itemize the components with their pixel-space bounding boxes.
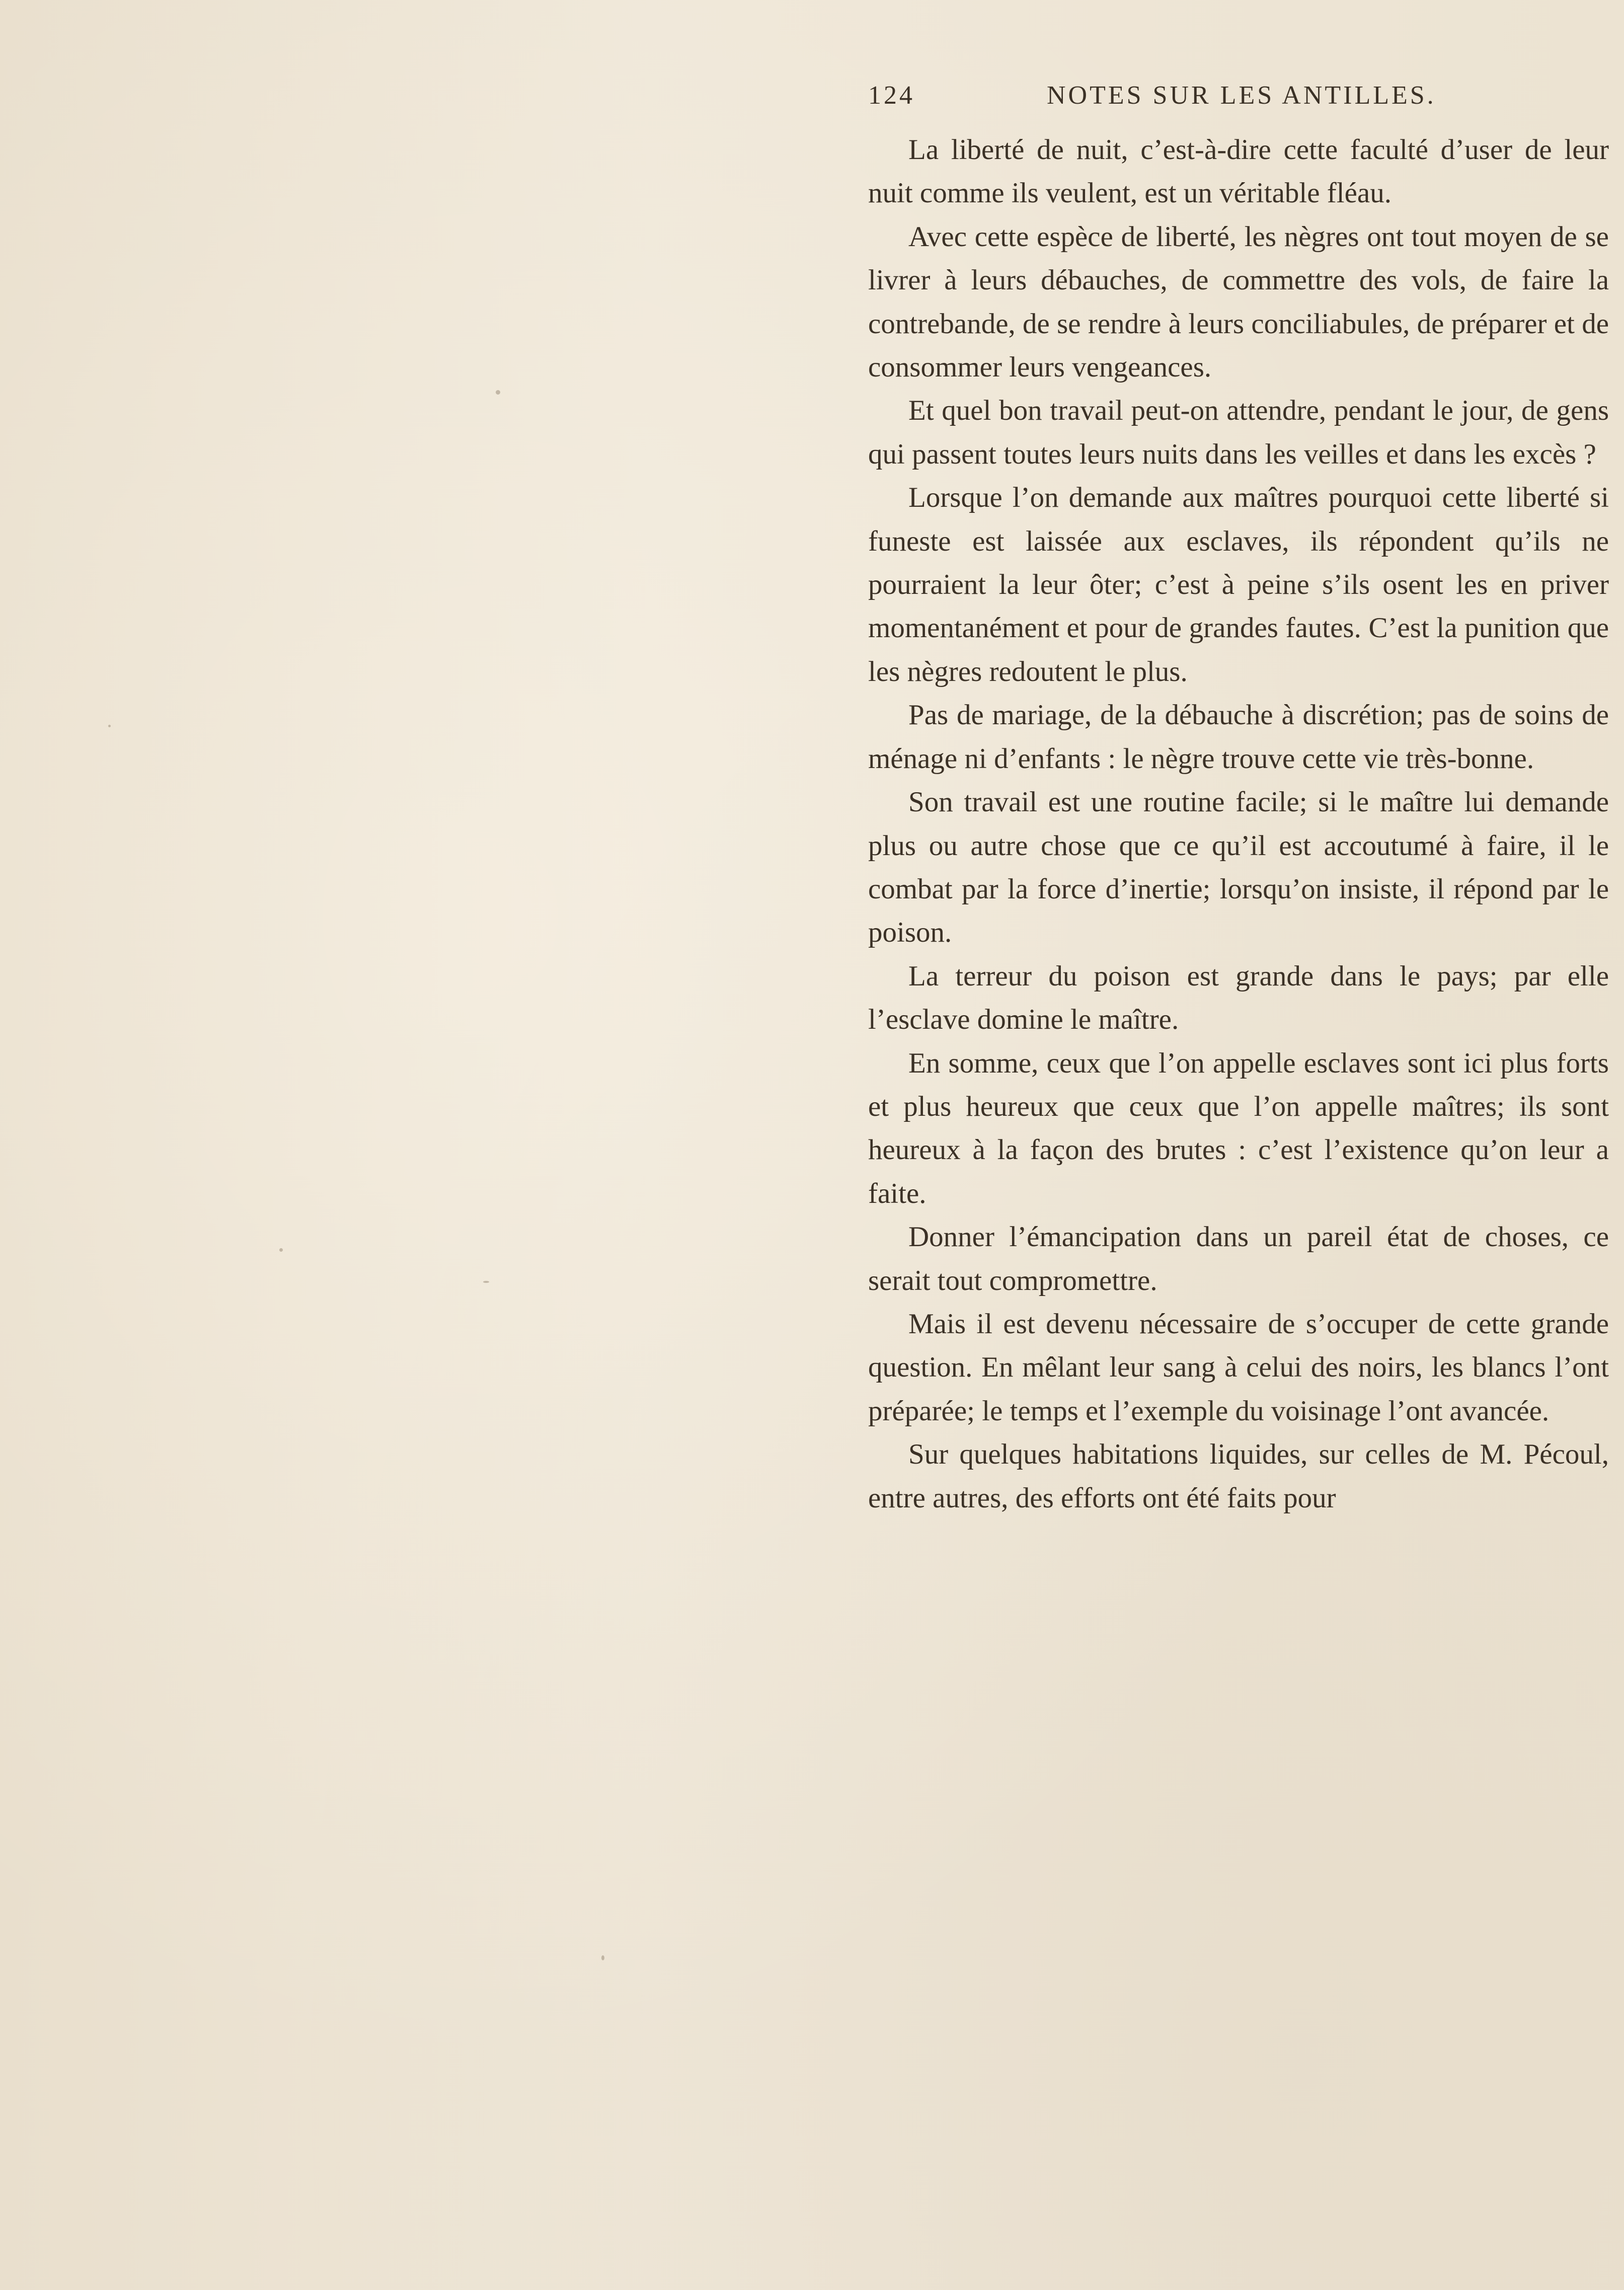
paragraph: La terreur du poison est grande dans le pays; par elle l’esclave domine le maître. [868, 960, 1609, 1036]
paper-speck [483, 1281, 489, 1283]
paragraph: La liberté de nuit, c’est-à-dire cette faculté d’user de leur nuit comme ils veulent, est un véritable fléau. [868, 134, 1609, 209]
paper-speck [496, 390, 500, 395]
page-number: 124 [868, 81, 915, 110]
paragraph: Pas de mariage, de la débauche à discrétion; pas de soins de ménage ni d’enfants : le nègre trouve cette vie très-bonne. [868, 699, 1609, 775]
paper-speck [279, 1248, 283, 1252]
paragraph: Lorsque l’on demande aux maîtres pourquoi cette liberté si funeste est laissée aux esclaves, ils répondent qu’ils ne pourraient la leur ôter; c’est à peine s’ils osent les en priver momentanément et pour de grandes fautes. C’est la punition que les nègres redoutent le plus. [868, 482, 1609, 688]
running-title: NOTES SUR LES ANTILLES. [1047, 81, 1436, 110]
paragraph: Avec cette espèce de liberté, les nègres ont tout moyen de se livrer à leurs débauches, de commettre des vols, de faire la contrebande, de se rendre à leurs conciliabules, de préparer et de consommer leurs vengeances. [868, 220, 1609, 384]
paper-speck [108, 725, 111, 727]
page-header [868, 81, 1613, 121]
paragraph: En somme, ceux que l’on appelle esclaves sont ici plus forts et plus heureux que ceux que l’on appelle maîtres; ils sont heureux à la façon des brutes : c’est l’existence qu’on leur a faite. [868, 1047, 1609, 1209]
paragraph: Et quel bon travail peut-on attendre, pendant le jour, de gens qui passent toutes leurs nuits dans les veilles et dans les excès ? [868, 395, 1609, 470]
paper-speck [601, 1955, 604, 1960]
paragraph: Mais il est devenu nécessaire de s’occuper de cette grande question. En mêlant leur sang à celui des noirs, les blancs l’ont préparée; le temps et l’exemple du voisinage l’ont avancée. [868, 1308, 1609, 1427]
paragraph: Donner l’émancipation dans un pareil état de choses, ce serait tout compromettre. [868, 1221, 1609, 1296]
body-text [868, 128, 1609, 1520]
paragraph: Son travail est une routine facile; si le maître lui demande plus ou autre chose que ce qu’il est accoutumé à faire, il le combat par la force d’inertie; lorsqu’on insiste, il répond par le poison. [868, 786, 1609, 949]
paragraph: Sur quelques habitations liquides, sur celles de M. Pécoul, entre autres, des efforts ont été faits pour [868, 1438, 1609, 1514]
